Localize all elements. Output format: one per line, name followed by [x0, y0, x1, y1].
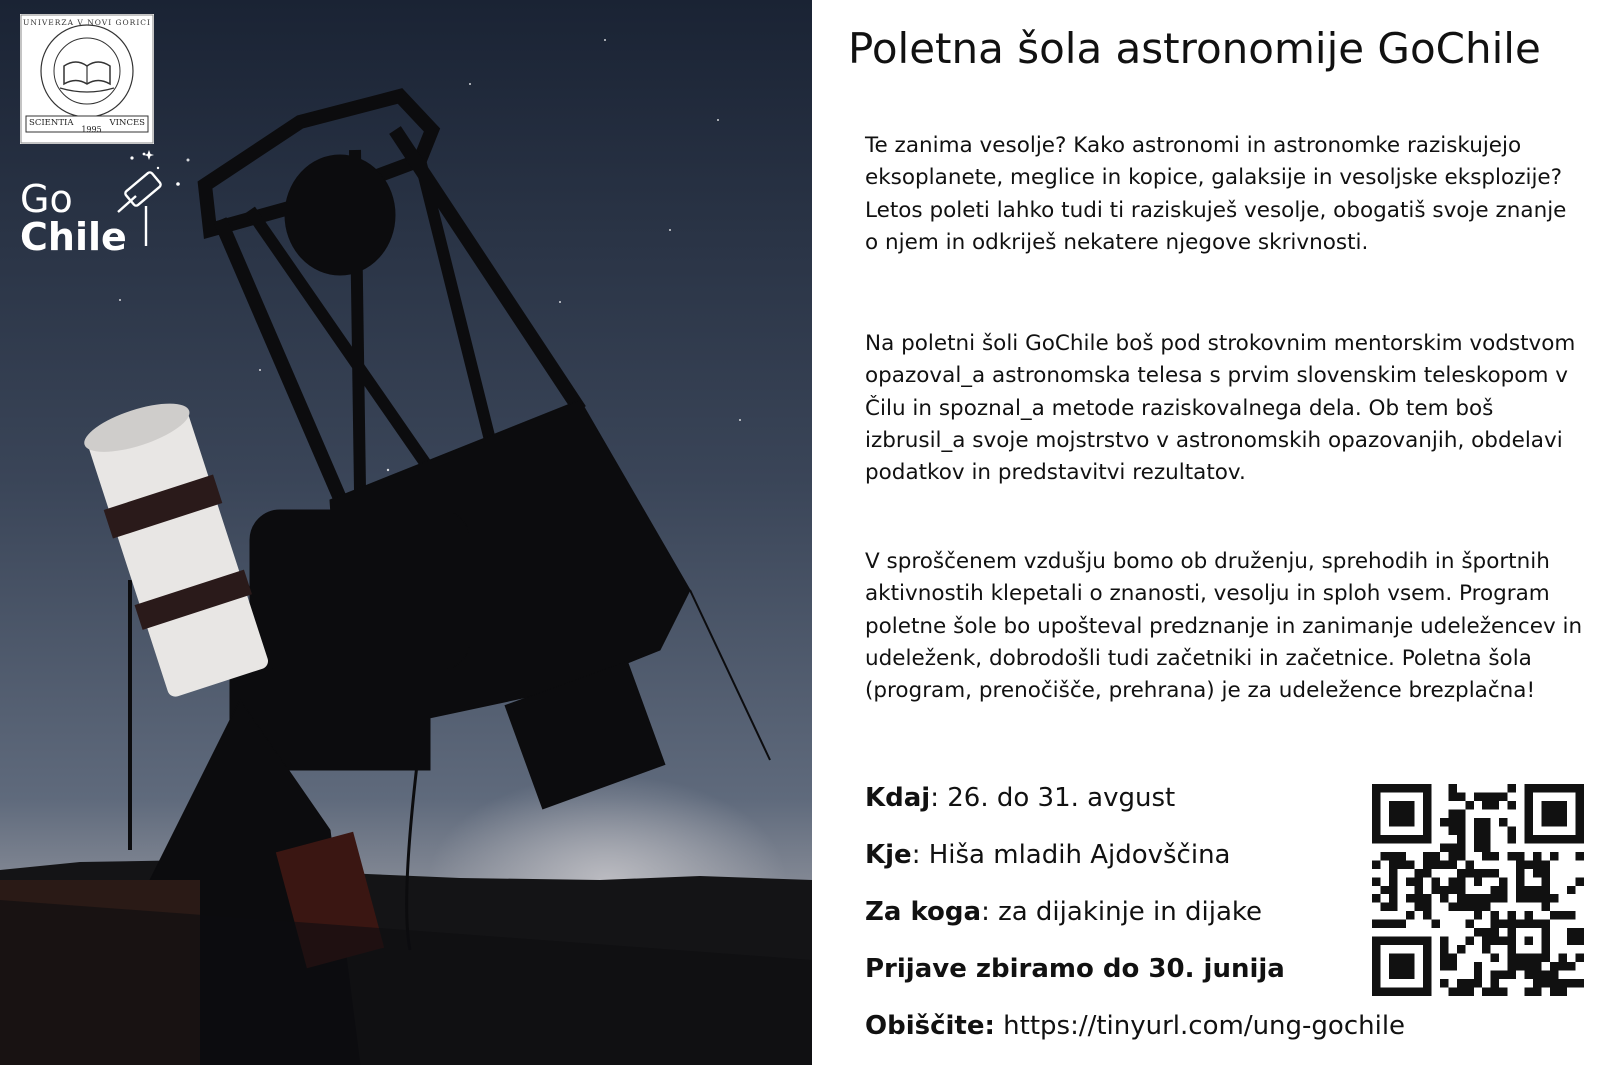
visit-url-link[interactable]: https://tinyurl.com/ung-gochile: [994, 1011, 1406, 1041]
university-logo: [20, 14, 154, 144]
social-paragraph: V sproščenem vzdušju bomo ob druženju, sprehodih in športnih aktivnostih klepetali o znanosti, vesolju in sploh vsem. Program poletne šole bo upošteval predznanje in zanimanje udeležencev in udeleženk, dobrodošli tudi začetniki in začetnice. Poletna šola (program, prenočišče, prehrana) je za udeležence brezplačna!: [865, 549, 1583, 704]
when-label: Kdaj: [865, 783, 931, 813]
where-label: Kje: [865, 840, 912, 870]
visit-label: Obiščite:: [865, 1011, 995, 1041]
visit-line: [865, 1011, 1405, 1041]
university-name-text: UNIVERZA V NOVI GORICI: [23, 18, 151, 27]
audience-label: Za koga: [865, 897, 982, 927]
brand-go: Go: [20, 177, 73, 221]
intro-paragraph: Te zanima vesolje? Kako astronomi in astronomke raziskujejo eksoplanete, meglice in kopice, galaksije in vesoljske eksplozije? Letos poleti lahko tudi ti raziskuješ vesolje, obogatiš svoje znanje o njem in odkriješ nekatere njegove skrivnosti.: [865, 133, 1567, 255]
gochile-logo: [18, 150, 188, 260]
page-title: Poletna šola astronomije GoChile: [848, 24, 1541, 73]
audience-line: [865, 897, 1262, 927]
program-paragraph: Na poletni šoli GoChile boš pod strokovnim mentorskim vodstvom opazoval_a astronomska telesa s prvim slovenskim teleskopom v Čilu in spoznal_a metode raziskovalnega dela. Ob tem boš izbrusil_a svoje mojstrstvo v astronomskih opazovanjih, obdelavi podatkov in predstavitvi rezultatov.: [865, 331, 1576, 486]
motto-left: SCIENTIA: [29, 118, 74, 128]
brand-chile: Chile: [20, 215, 127, 259]
where-value: : Hiša mladih Ajdovščina: [911, 840, 1231, 870]
qr-code-icon[interactable]: [1372, 784, 1584, 996]
when-value: : 26. do 31. avgust: [930, 783, 1176, 813]
motto-right: VINCES: [109, 118, 145, 128]
deadline-line: Prijave zbiramo do 30. junija: [865, 954, 1285, 984]
where-line: [865, 840, 1230, 870]
when-line: [865, 783, 1175, 813]
motto-year: 1995: [81, 124, 102, 134]
audience-value: : za dijakinje in dijake: [981, 897, 1263, 927]
